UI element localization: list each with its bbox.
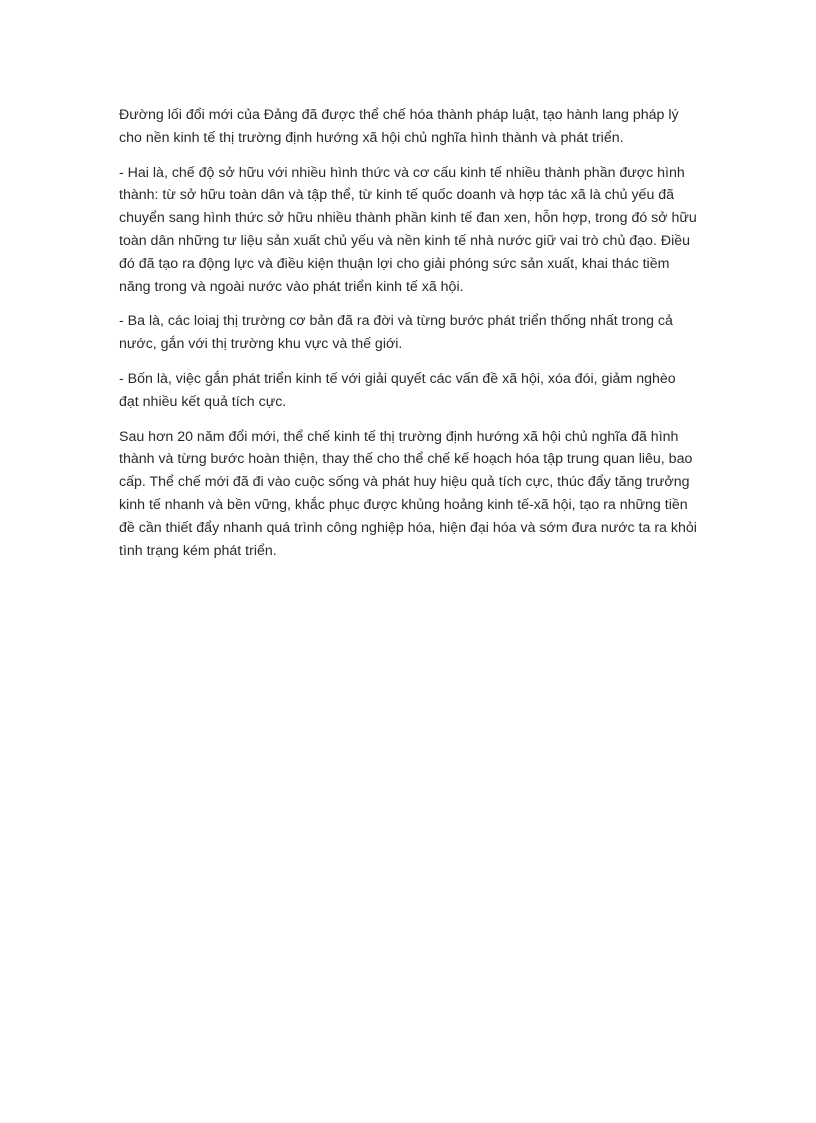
document-body — [119, 104, 699, 574]
paragraph-point-three: - Ba là, các loiaj thị trường cơ bản đã ra đời và từng bước phát triển thống nhất trong cả nước, gắn với thị trường khu vực và thế giới. — [119, 313, 673, 353]
paragraph-conclusion: Sau hơn 20 năm đổi mới, thể chế kinh tế thị trường định hướng xã hội chủ nghĩa đã hình thành và từng bước hoàn thiện, thay thế cho thể chế kế hoạch hóa tập trung quan liêu, bao cấp. Thể chế mới đã đi vào cuộc sống và phát huy hiệu quả tích cực, thúc đẩy tăng trưởng kinh tế nhanh và bền vững, khắc phục được khủng hoảng kinh tế-xã hội, tạo ra những tiền đề cần thiết đẩy nhanh quá trình công nghiệp hóa, hiện đại hóa và sớm đưa nước ta ra khỏi tình trạng kém phát triển. — [119, 428, 697, 559]
paragraph-intro: Đường lối đổi mới của Đảng đã được thể chế hóa thành pháp luật, tạo hành lang pháp lý cho nền kinh tế thị trường định hướng xã hội chủ nghĩa hình thành và phát triển. — [119, 107, 679, 146]
paragraph-point-four: - Bốn là, việc gắn phát triển kinh tế với giải quyết các vấn đề xã hội, xóa đói, giảm nghèo đạt nhiều kết quả tích cực. — [119, 370, 676, 410]
paragraph-point-two: - Hai là, chế độ sở hữu với nhiều hình thức và cơ cấu kinh tế nhiều thành phần được hình thành: từ sở hữu toàn dân và tập thể, từ kinh tế quốc doanh và hợp tác xã là chủ yếu đã chuyển sang hình thức sở hữu nhiều thành phần kinh tế đan xen, hỗn hợp, trong đó sở hữu toàn dân những tư liệu sản xuất chủ yếu và nền kinh tế nhà nước giữ vai trò chủ đạo. Điều đó đã tạo ra động lực và điều kiện thuận lợi cho giải phóng sức sản xuất, khai thác tiềm năng trong và ngoài nước vào phát triển kinh tế xã hội. — [119, 164, 697, 295]
